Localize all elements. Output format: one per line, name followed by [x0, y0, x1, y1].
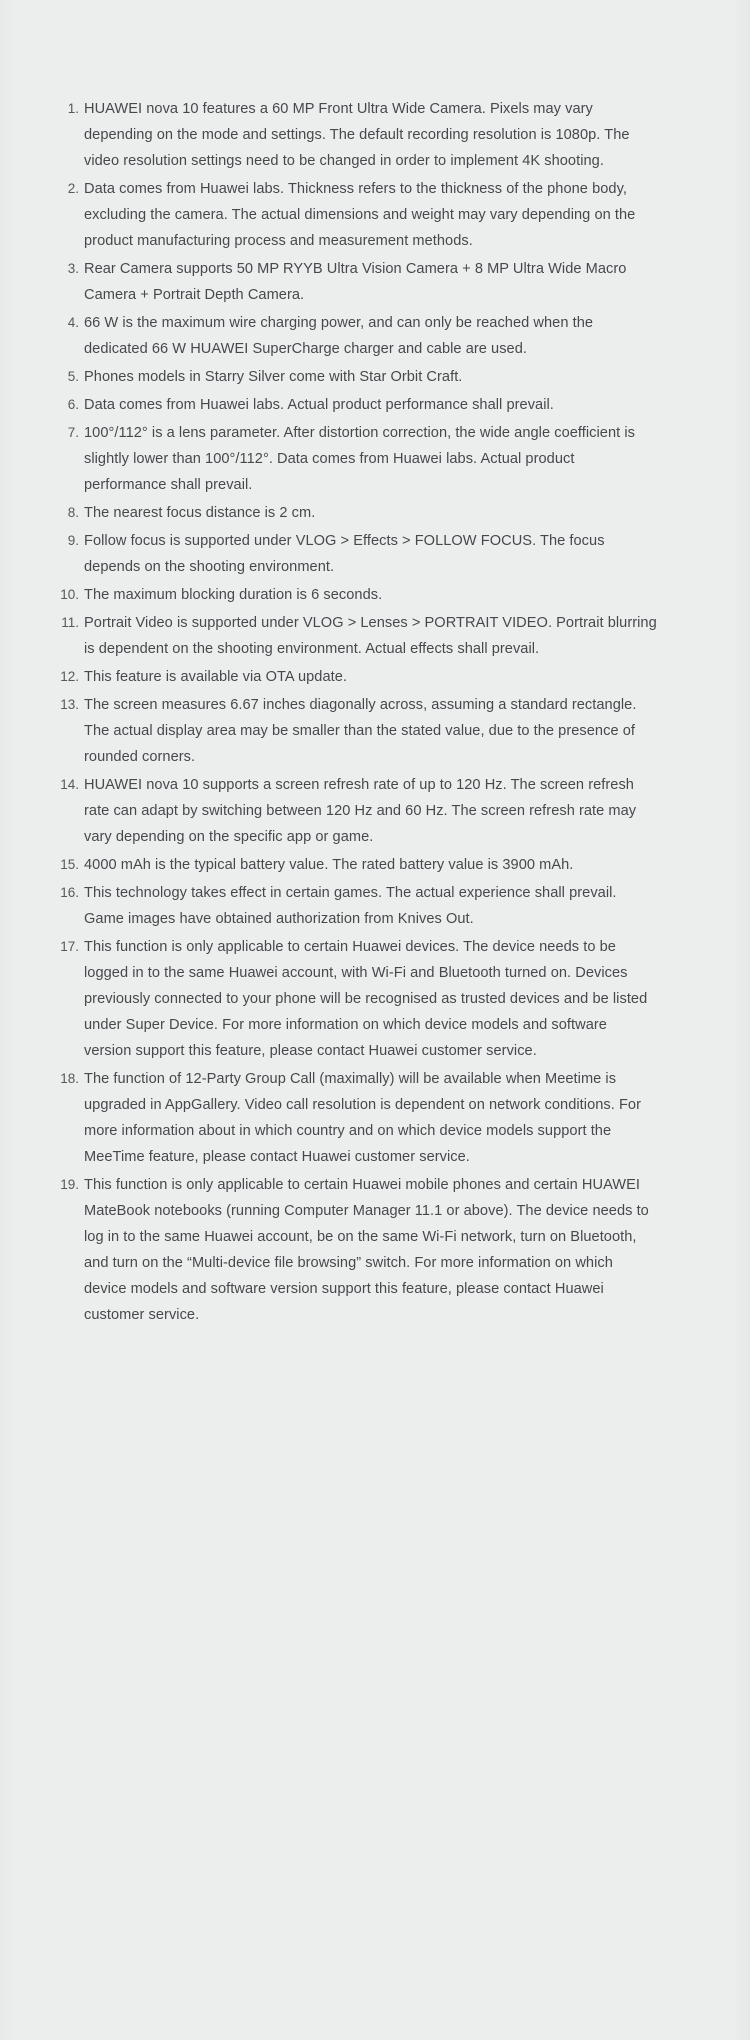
footnote-text: This function is only applicable to certain Huawei devices. The device needs to be logged in to the same Huawei account, with Wi-Fi and Bluetooth turned on. Devices previously connected to your phone will be recognised as trusted devices and be listed under Super Device. For more information on which device models and software version support this feature, please contact Huawei customer service. [84, 939, 648, 1059]
footnote-text: HUAWEI nova 10 supports a screen refresh rate of up to 120 Hz. The screen refresh rate can adapt by switching between 120 Hz and 60 Hz. The screen refresh rate may vary depending on the specific app or game. [84, 777, 637, 845]
footnote-text: 100°/112° is a lens parameter. After distortion correction, the wide angle coefficient is slightly lower than 100°/112°. Data comes from Huawei labs. Actual product performance shall prevail. [84, 425, 635, 493]
footnotes-list [58, 96, 658, 1328]
footnote-item [58, 392, 658, 418]
footnote-text: This technology takes effect in certain games. The actual experience shall prevail. Game images have obtained authorization from Knives Out. [84, 885, 617, 927]
footnote-text: This feature is available via OTA update. [84, 669, 347, 685]
footnote-item [58, 664, 658, 690]
footnote-number: 11. [61, 615, 79, 630]
footnote-text: The maximum blocking duration is 6 seconds. [84, 587, 383, 603]
footnote-number: 6. [67, 397, 79, 412]
footnote-number: 5. [67, 369, 79, 384]
footnote-number: 15. [60, 857, 79, 872]
footnote-item [58, 528, 658, 580]
footnote-number: 13. [60, 697, 79, 712]
footnote-item [58, 364, 658, 390]
footnote-item [58, 772, 658, 850]
footnote-item [58, 1066, 658, 1170]
footnote-text: Rear Camera supports 50 MP RYYB Ultra Vision Camera + 8 MP Ultra Wide Macro Camera + Portrait Depth Camera. [84, 261, 627, 303]
footnote-text: 4000 mAh is the typical battery value. The rated battery value is 3900 mAh. [84, 857, 574, 873]
footnote-number: 4. [67, 315, 79, 330]
footnote-text: The nearest focus distance is 2 cm. [84, 505, 316, 521]
footnote-number: 17. [60, 939, 79, 954]
footnote-item [58, 310, 658, 362]
footnote-text: Portrait Video is supported under VLOG > Lenses > PORTRAIT VIDEO. Portrait blurring is dependent on the shooting environment. Actual effects shall prevail. [84, 615, 657, 657]
footnote-text: The function of 12-Party Group Call (maximally) will be available when Meetime is upgraded in AppGallery. Video call resolution is dependent on network conditions. For more information about in which country and on which device models support the MeeTime feature, please contact Huawei customer service. [84, 1071, 641, 1165]
footnote-item [58, 610, 658, 662]
footnote-number: 10. [60, 587, 79, 602]
footnote-text: Data comes from Huawei labs. Actual product performance shall prevail. [84, 397, 554, 413]
footnote-number: 16. [60, 885, 79, 900]
footnote-text: Phones models in Starry Silver come with Star Orbit Craft. [84, 369, 463, 385]
footnote-number: 7. [67, 425, 79, 440]
footnote-text: 66 W is the maximum wire charging power, and can only be reached when the dedicated 66 W HUAWEI SuperCharge charger and cable are used. [84, 315, 594, 357]
footnote-number: 3. [67, 261, 79, 276]
footnote-item [58, 96, 658, 174]
footnote-item [58, 500, 658, 526]
footnote-item [58, 880, 658, 932]
footnote-number: 9. [67, 533, 79, 548]
footnote-number: 14. [60, 777, 79, 792]
footnote-item [58, 692, 658, 770]
footnote-item [58, 256, 658, 308]
footnote-item [58, 176, 658, 254]
footnote-number: 18. [60, 1071, 79, 1086]
footnote-item [58, 934, 658, 1064]
footnote-text: HUAWEI nova 10 features a 60 MP Front Ultra Wide Camera. Pixels may vary depending on the mode and settings. The default recording resolution is 1080p. The video resolution settings need to be changed in order to implement 4K shooting. [84, 101, 630, 169]
footnote-item [58, 582, 658, 608]
footnote-number: 12. [60, 669, 79, 684]
footnote-text: The screen measures 6.67 inches diagonally across, assuming a standard rectangle. The actual display area may be smaller than the stated value, due to the presence of rounded corners. [84, 697, 637, 765]
footnote-number: 19. [60, 1177, 79, 1192]
footnote-text: This function is only applicable to certain Huawei mobile phones and certain HUAWEI MateBook notebooks (running Computer Manager 11.1 or above). The device needs to log in to the same Huawei account, be on the same Wi-Fi network, turn on Bluetooth, and turn on the “Multi-device file browsing” switch. For more information on which device models and software version support this feature, please contact Huawei customer service. [84, 1177, 649, 1323]
footnote-item [58, 420, 658, 498]
footnote-text: Data comes from Huawei labs. Thickness refers to the thickness of the phone body, excluding the camera. The actual dimensions and weight may vary depending on the product manufacturing process and measurement methods. [84, 181, 636, 249]
footnote-item [58, 1172, 658, 1328]
footnote-item [58, 852, 658, 878]
footnote-number: 1. [67, 101, 79, 116]
footnote-text: Follow focus is supported under VLOG > Effects > FOLLOW FOCUS. The focus depends on the shooting environment. [84, 533, 605, 575]
footnote-number: 8. [67, 505, 79, 520]
footnote-number: 2. [67, 181, 79, 196]
